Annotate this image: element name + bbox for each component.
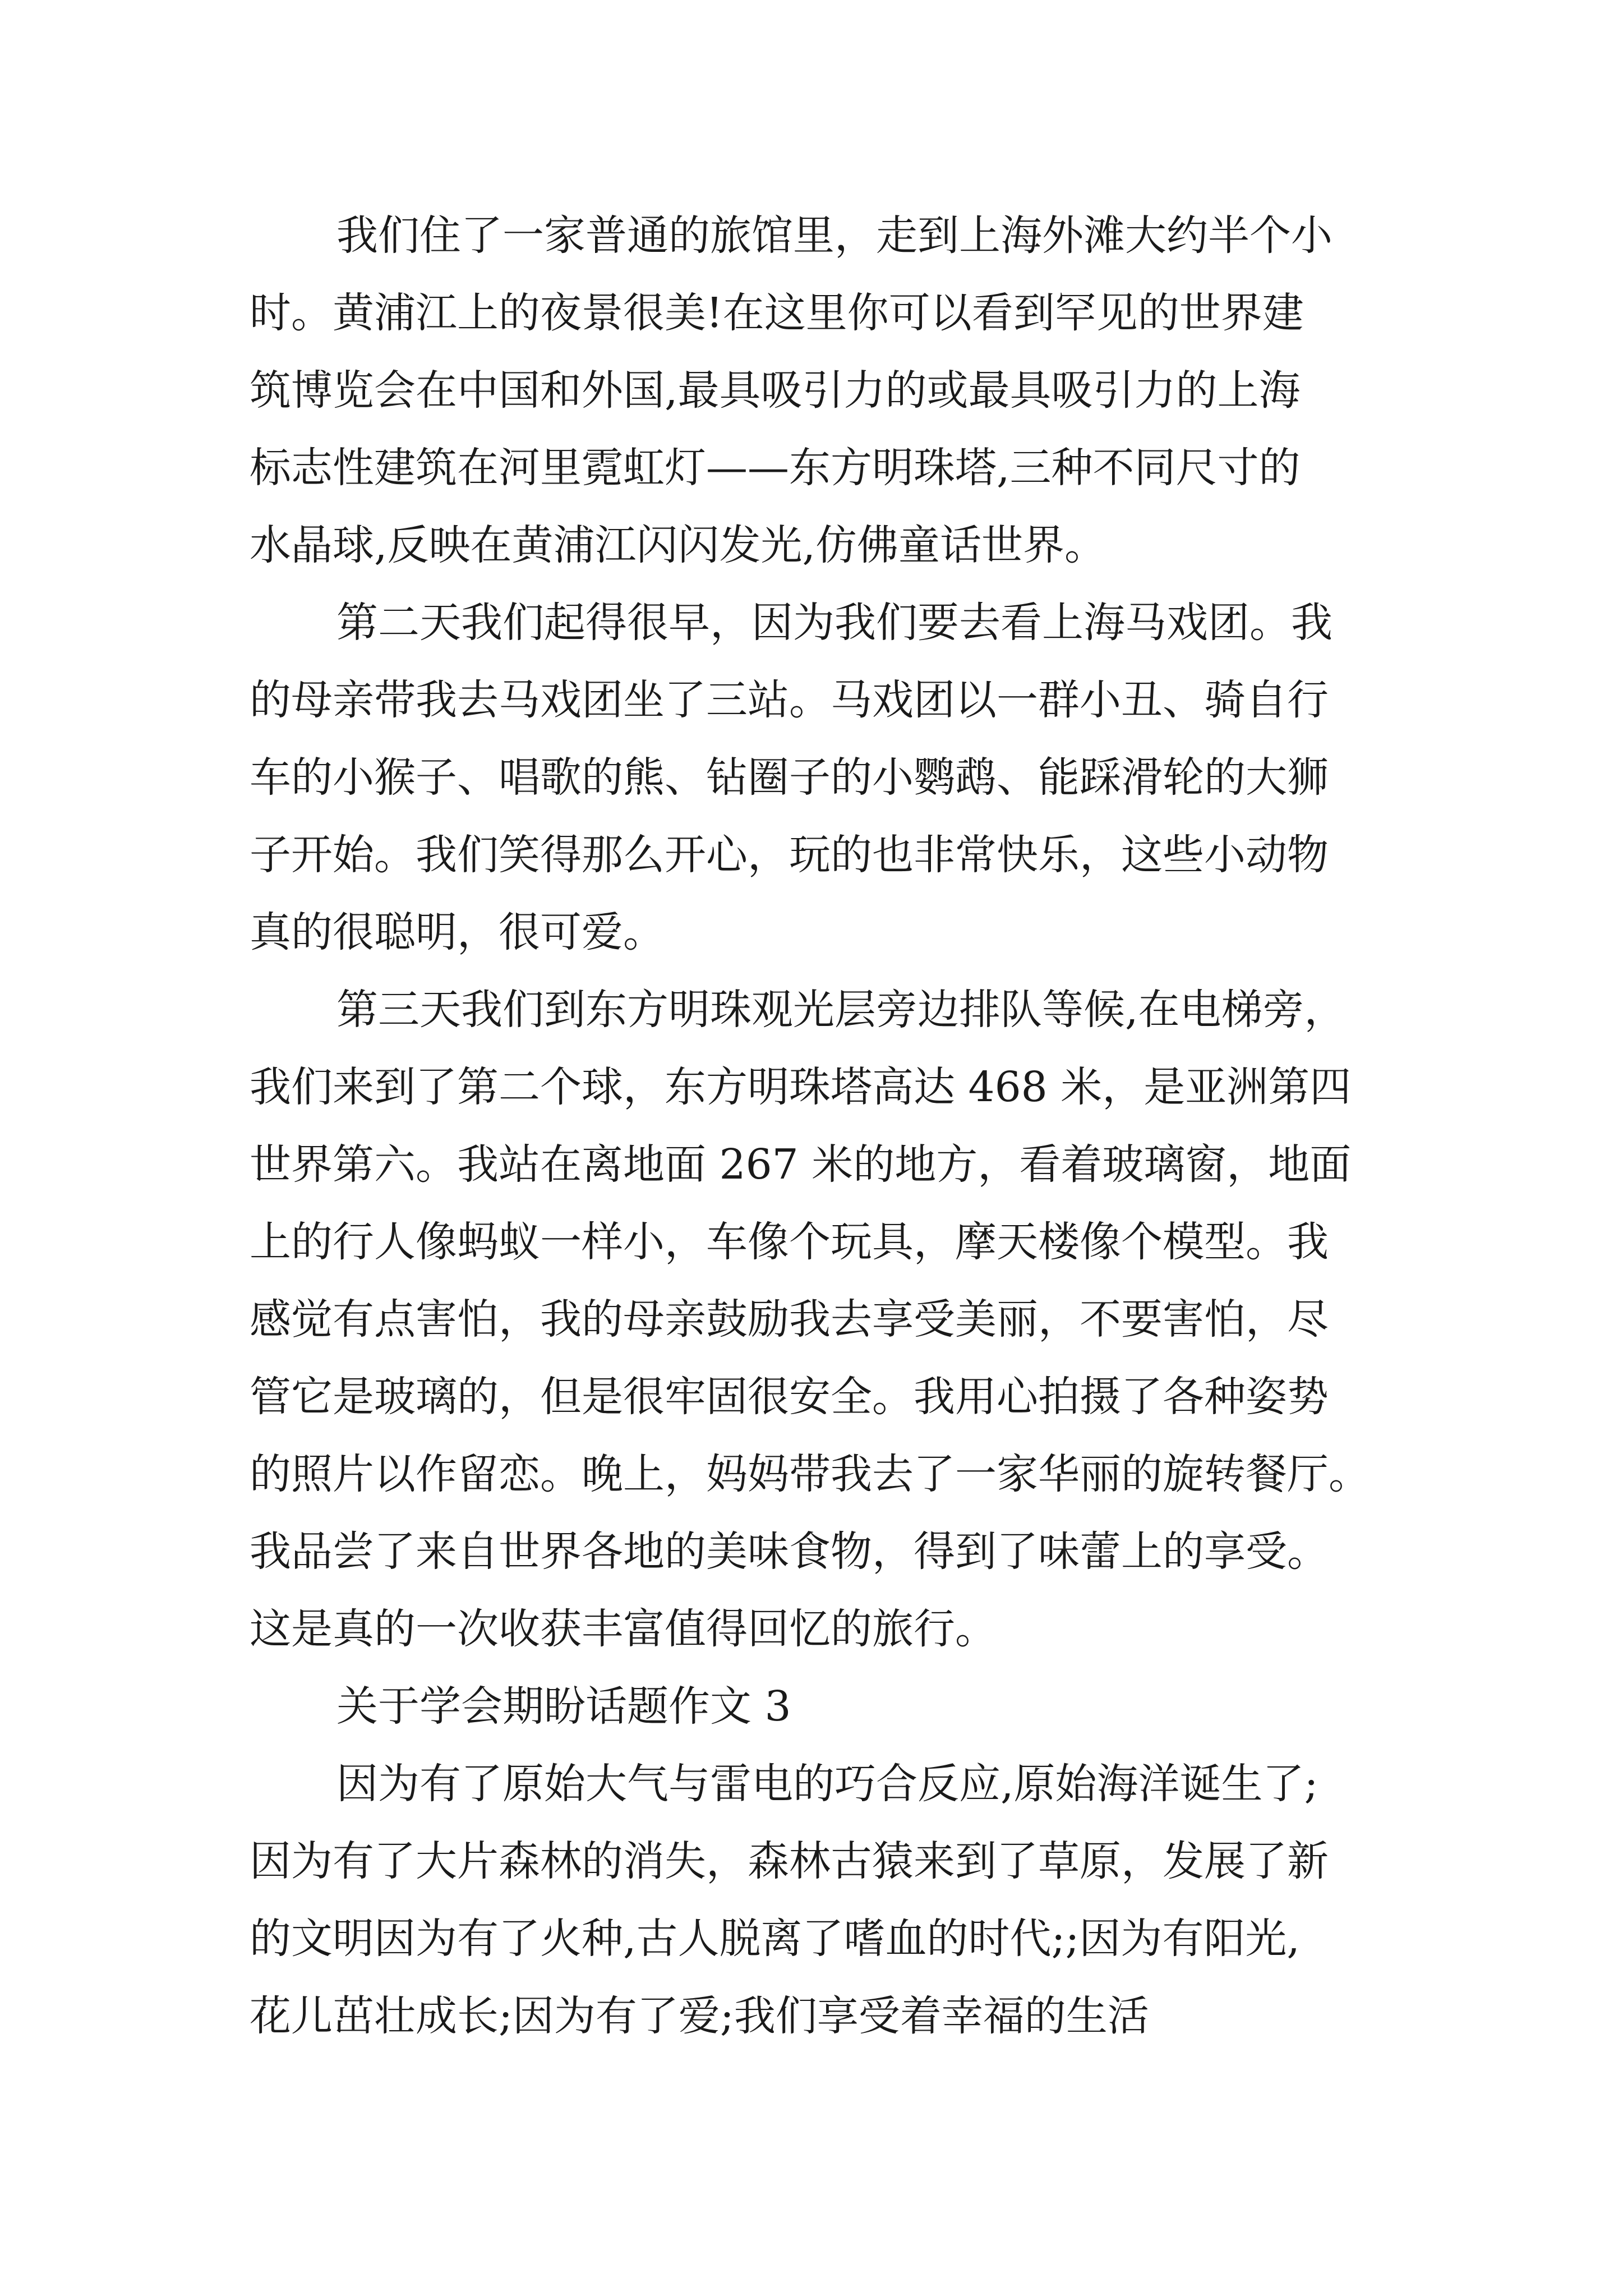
paragraph-3-line-7: 的照片以作留恋。晚上，妈妈带我去了一家华丽的旋转餐厅。 (250, 1450, 1370, 1498)
paragraph-3-line-9: 这是真的一次收获丰富值得回忆的旅行。 (250, 1605, 997, 1653)
section-heading: 关于学会期盼话题作文 3 (336, 1682, 791, 1731)
paragraph-3-line-6: 管它是玻璃的，但是很牢固很安全。我用心拍摄了各种姿势 (250, 1373, 1329, 1421)
paragraph-1-line-3: 筑博览会在中国和外国,最具吸引力的或最具吸引力的上海 (250, 366, 1301, 415)
paragraph-2-line-1: 第二天我们起得很早，因为我们要去看上海马戏团。我 (336, 599, 1332, 647)
paragraph-1-line-5: 水晶球,反映在黄浦江闪闪发光,仿佛童话世界。 (250, 521, 1106, 569)
paragraph-1-line-2: 时。黄浦江上的夜景很美!在这里你可以看到罕见的世界建 (250, 289, 1304, 337)
paragraph-3-line-4: 上的行人像蚂蚁一样小，车像个玩具，摩天楼像个模型。我 (250, 1218, 1329, 1266)
paragraph-3-line-5: 感觉有点害怕，我的母亲鼓励我去享受美丽，不要害怕，尽 (250, 1295, 1329, 1343)
paragraph-3-line-2: 我们来到了第二个球，东方明珠塔高达 468 米，是亚洲第四 (250, 1063, 1352, 1111)
paragraph-3-line-1: 第三天我们到东方明珠观光层旁边排队等候,在电梯旁， (336, 986, 1346, 1034)
paragraph-2-line-2: 的母亲带我去马戏团坐了三站。马戏团以一群小丑、骑自行 (250, 676, 1329, 724)
paragraph-5-line-2: 因为有了大片森林的消失，森林古猿来到了草原，发展了新 (250, 1837, 1329, 1885)
paragraph-2-line-5: 真的很聪明，很可爱。 (250, 908, 665, 956)
paragraph-1-line-4: 标志性建筑在河里霓虹灯——东方明珠塔,三种不同尺寸的 (250, 444, 1301, 492)
paragraph-2-line-3: 车的小猴子、唱歌的熊、钻圈子的小鹦鹉、能踩滑轮的大狮 (250, 753, 1329, 802)
paragraph-3-line-3: 世界第六。我站在离地面 267 米的地方，看着玻璃窗，地面 (250, 1140, 1352, 1189)
paragraph-1-line-1: 我们住了一家普通的旅馆里，走到上海外滩大约半个小 (336, 211, 1332, 260)
paragraph-5-line-4: 花儿茁壮成长;因为有了爱;我们享受着幸福的生活 (250, 1992, 1149, 2040)
paragraph-5-line-1: 因为有了原始大气与雷电的巧合反应,原始海洋诞生了; (336, 1760, 1318, 1808)
paragraph-5-line-3: 的文明因为有了火种,古人脱离了嗜血的时代;;因为有阳光, (250, 1915, 1300, 1963)
paragraph-2-line-4: 子开始。我们笑得那么开心，玩的也非常快乐，这些小动物 (250, 831, 1329, 879)
paragraph-3-line-8: 我品尝了来自世界各地的美味食物，得到了味蕾上的享受。 (250, 1527, 1329, 1576)
